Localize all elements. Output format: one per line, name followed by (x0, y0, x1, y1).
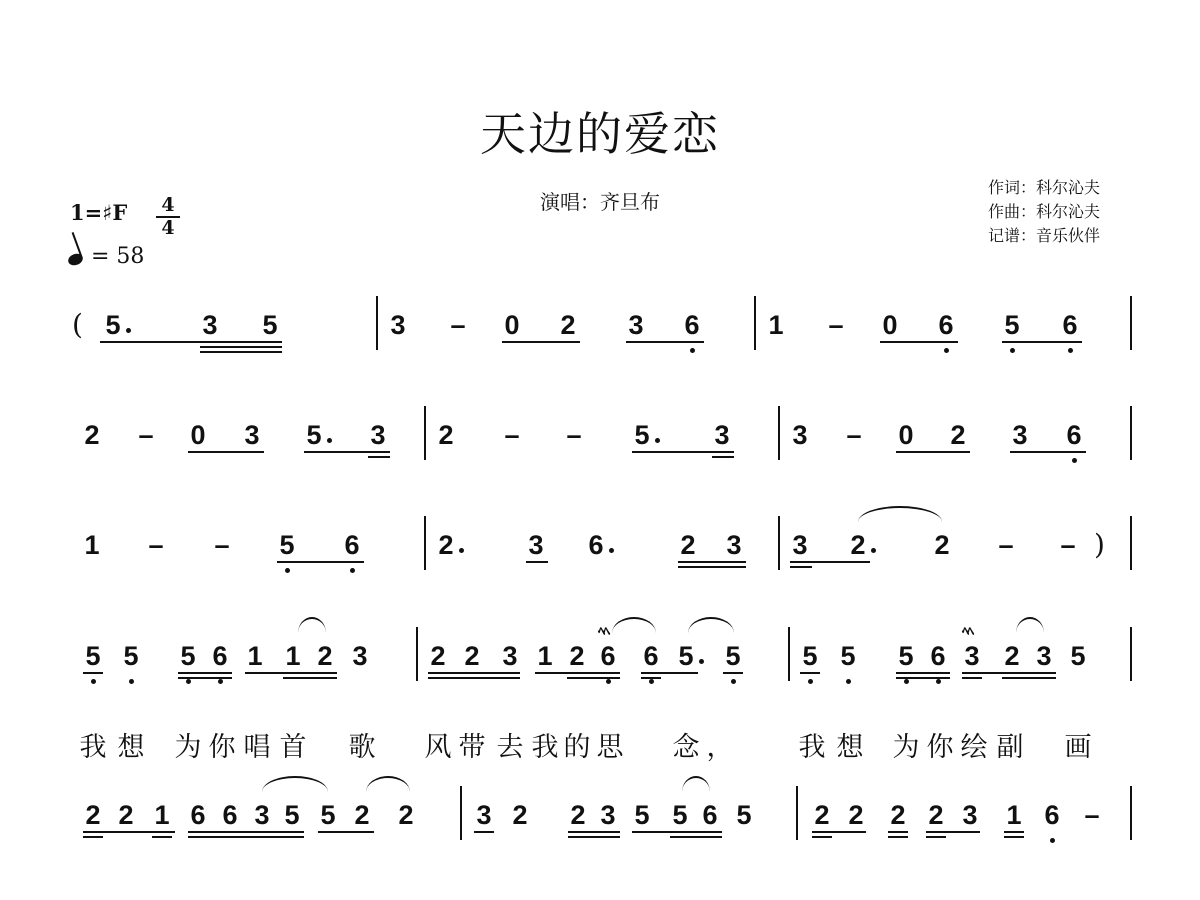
note: 0 (504, 310, 520, 340)
note: 2 (934, 530, 950, 560)
note: 3 (254, 800, 270, 830)
note: 1 (84, 530, 100, 560)
mordent-icon: ﾍﾍ (598, 624, 608, 640)
lyric: 为 (174, 732, 202, 763)
note: 3 (962, 800, 978, 830)
lyric: 思 (596, 732, 624, 763)
lyric: 你 (208, 732, 236, 763)
lyricist-credit: 作词：科尔沁夫 (988, 178, 1101, 197)
note: 2 (354, 800, 370, 830)
note: 2 (430, 641, 446, 671)
note: 5 (320, 800, 336, 830)
lyric: 我 (798, 732, 826, 763)
note: 2 (890, 800, 906, 830)
lyric: 画 (1064, 732, 1092, 763)
note: 3 (628, 310, 644, 340)
lyric: 想 (117, 732, 145, 763)
note: 5 (176, 641, 200, 671)
time-signature-bottom: 4 (161, 217, 175, 239)
note: 2 (680, 530, 696, 560)
open-paren: ( (72, 308, 83, 341)
mordent-icon: ﾍﾍ (962, 624, 972, 640)
lyric: 你 (926, 732, 954, 763)
note: 2 (85, 800, 101, 830)
lyric: 的 (563, 732, 591, 763)
note: 3 (390, 310, 406, 340)
score-line-3 (0, 530, 1200, 630)
note: 1 (537, 641, 553, 671)
time-signature-top: 4 (161, 194, 175, 216)
lyric: 我 (79, 732, 107, 763)
dash: – (504, 420, 520, 450)
tempo-marking (68, 244, 144, 269)
note: 5 (284, 800, 300, 830)
note: 6 (190, 800, 206, 830)
singer-credit: 演唱：齐旦布 (540, 190, 660, 214)
note: 5 (275, 530, 299, 560)
score-line-2 (0, 420, 1200, 520)
note: 2 (118, 800, 134, 830)
note: 6 (702, 800, 718, 830)
note: 3 (714, 420, 730, 450)
note: 3 (964, 641, 980, 671)
composer-credit: 作曲：科尔沁夫 (988, 202, 1101, 221)
note: 2 (569, 641, 585, 671)
note: 2 (928, 800, 944, 830)
note: 5 (798, 641, 822, 671)
note: 5 (836, 641, 860, 671)
note: 6 (222, 800, 238, 830)
score-line-5 (0, 800, 1200, 900)
note: 5 (736, 800, 752, 830)
note: 1 (1006, 800, 1022, 830)
note: 2 (317, 641, 333, 671)
note: 2 (814, 800, 830, 830)
note: 5 (101, 310, 125, 340)
note: 3 (244, 420, 260, 450)
note: 3 (1036, 641, 1052, 671)
dash: – (1084, 800, 1100, 830)
note: 2 (464, 641, 480, 671)
note: 3 (502, 641, 518, 671)
close-paren: ) (1094, 528, 1105, 561)
note: 1 (768, 310, 784, 340)
dash: – (450, 310, 466, 340)
note: 3 (476, 800, 492, 830)
note: 2 (512, 800, 528, 830)
note: 5 (1070, 641, 1086, 671)
note: 5 (81, 641, 105, 671)
note: 2 (950, 420, 966, 450)
lyric: 风 (424, 732, 452, 763)
note: 1 (247, 641, 263, 671)
note: 0 (898, 420, 914, 450)
note: 3 (1012, 420, 1028, 450)
quarter-note-icon (67, 252, 85, 267)
tempo-value: = 58 (91, 244, 145, 269)
note: 6 (1062, 420, 1086, 450)
transcriber-credit: 记谱：音乐伙伴 (988, 226, 1101, 245)
lyric: 带 (458, 732, 486, 763)
lyric: 副 (996, 732, 1024, 763)
note: 5 (630, 420, 654, 450)
dash: – (1060, 530, 1076, 560)
note: 5 (894, 641, 918, 671)
note: 2 (398, 800, 414, 830)
dash: – (138, 420, 154, 450)
note: 2 (846, 530, 870, 560)
note: 6 (1040, 800, 1064, 830)
note: 6 (639, 641, 663, 671)
note: 5 (262, 310, 278, 340)
note: 5 (672, 800, 688, 830)
note: 3 (792, 530, 808, 560)
note: 6 (340, 530, 364, 560)
note: 5 (1000, 310, 1024, 340)
dash: – (214, 530, 230, 560)
score-line-4 (0, 624, 1200, 763)
note: 3 (726, 530, 742, 560)
note: 5 (721, 641, 745, 671)
note: 3 (370, 420, 386, 450)
credits-block (988, 176, 1100, 248)
lyric: 为 (892, 732, 920, 763)
note: 2 (848, 800, 864, 830)
time-signature (156, 196, 180, 238)
score-line-1 (0, 310, 1200, 410)
note: 3 (352, 641, 368, 671)
note: 2 (570, 800, 586, 830)
key-signature: 1=♯F (70, 200, 128, 225)
note: 0 (190, 420, 206, 450)
lyric: 念 (672, 732, 700, 763)
lyric: 我 (531, 732, 559, 763)
dash: – (148, 530, 164, 560)
note: 6 (680, 310, 704, 340)
note: 1 (285, 641, 301, 671)
lyric: 去 (496, 732, 524, 763)
note: 3 (202, 310, 218, 340)
note: 3 (528, 530, 544, 560)
lyric: 唱 (243, 732, 271, 763)
note: 3 (792, 420, 808, 450)
note: 1 (154, 800, 170, 830)
note: 5 (674, 641, 698, 671)
note: 6 (1058, 310, 1082, 340)
note: 6 (926, 641, 950, 671)
dash: – (828, 310, 844, 340)
note: 2 (434, 530, 458, 560)
note: 2 (438, 420, 454, 450)
dash: – (998, 530, 1014, 560)
note: 3 (600, 800, 616, 830)
dash: – (846, 420, 862, 450)
lyric: ， (706, 732, 734, 763)
note: 6 (584, 530, 608, 560)
note: 5 (119, 641, 143, 671)
note: 5 (302, 420, 326, 450)
note: 6 (934, 310, 958, 340)
lyric: 首 (279, 732, 307, 763)
note: 0 (882, 310, 898, 340)
note: 2 (84, 420, 100, 450)
note: 5 (634, 800, 650, 830)
note: 2 (1004, 641, 1020, 671)
dash: – (566, 420, 582, 450)
lyric: 歌 (348, 732, 376, 763)
lyric: 想 (836, 732, 864, 763)
note: 6 (208, 641, 232, 671)
note: 2 (560, 310, 576, 340)
note: 6 (596, 641, 620, 671)
song-title: 天边的爱恋 (480, 107, 720, 161)
lyric: 绘 (960, 732, 988, 763)
